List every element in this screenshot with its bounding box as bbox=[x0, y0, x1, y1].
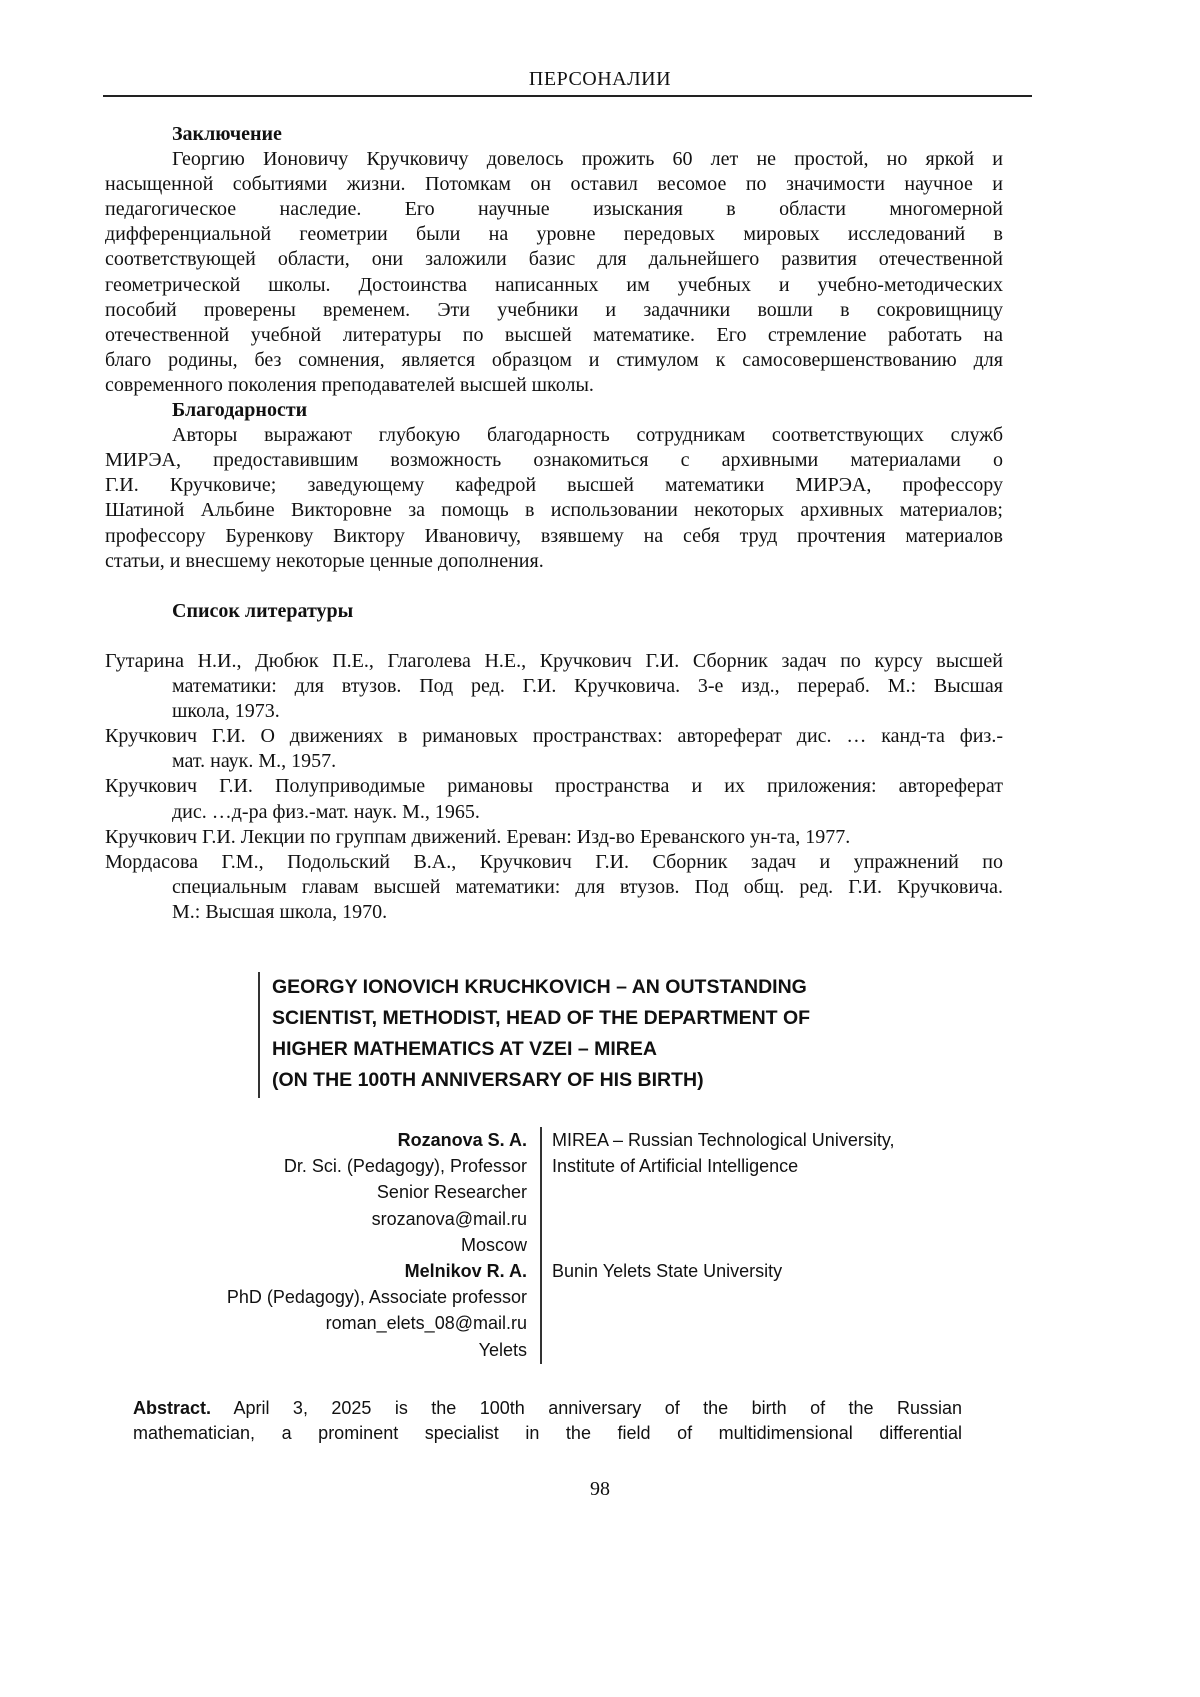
english-title-line: GEORGY IONOVICH KRUCHKOVICH – AN OUTSTANDING bbox=[272, 972, 810, 1003]
paragraph-line: Шатиной Альбине Викторовне за помощь в использовании некоторых архивных материалов; bbox=[105, 498, 1003, 523]
author-name: Melnikov R. A. bbox=[200, 1258, 527, 1284]
abstract-label: Abstract. bbox=[133, 1398, 211, 1418]
paragraph-line: педагогическое наследие. Его научные изыскания в области многомерной bbox=[105, 197, 1003, 222]
paragraph-line: Авторы выражают глубокую благодарность сотрудникам соответствующих служб bbox=[105, 423, 1003, 448]
author-city: Moscow bbox=[200, 1232, 527, 1258]
affiliation-line: Institute of Artificial Intelligence bbox=[552, 1153, 1002, 1179]
reference-line: Кручкович Г.И. Лекции по группам движений. Ереван: Изд-во Ереванского ун-та, 1977. bbox=[105, 825, 1003, 850]
authors-divider bbox=[540, 1127, 542, 1364]
author-email[interactable]: roman_elets_08@mail.ru bbox=[200, 1310, 527, 1336]
section-heading: Список литературы bbox=[105, 599, 1003, 624]
english-title-line: SCIENTIST, METHODIST, HEAD OF THE DEPARTMENT OF bbox=[272, 1003, 810, 1034]
reference-line: Кручкович Г.И. О движениях в римановых пространствах: автореферат дис. … канд-та физ.- bbox=[105, 724, 1003, 749]
paragraph-line: МИРЭА, предоставившим возможность ознакомиться с архивными материалами о bbox=[105, 448, 1003, 473]
author-email[interactable]: srozanova@mail.ru bbox=[200, 1206, 527, 1232]
author-position: Senior Researcher bbox=[200, 1179, 527, 1205]
reference-line: математики: для втузов. Под ред. Г.И. Кручковича. 3-е изд., перераб. М.: Высшая bbox=[105, 674, 1003, 699]
page-number: 98 bbox=[0, 1478, 1200, 1501]
paragraph-line: современного поколения преподавателей высшей школы. bbox=[105, 373, 1003, 398]
author-details bbox=[200, 1127, 527, 1363]
document-page bbox=[0, 0, 1200, 1697]
paragraph-line: Георгию Ионовичу Кручковичу довелось прожить 60 лет не простой, но яркой и bbox=[105, 147, 1003, 172]
paragraph-line: пособий проверены временем. Эти учебники и задачники вошли в сокровищницу bbox=[105, 298, 1003, 323]
paragraph-line: Г.И. Кручковиче; заведующему кафедрой высшей математики МИРЭА, профессору bbox=[105, 473, 1003, 498]
abstract-line: April 3, 2025 is the 100th anniversary of the birth of the Russian bbox=[233, 1398, 962, 1418]
author-affiliations bbox=[552, 1127, 1002, 1284]
reference-line: М.: Высшая школа, 1970. bbox=[105, 900, 1003, 925]
abstract bbox=[133, 1395, 962, 1445]
abstract-line: mathematician, a prominent specialist in the field of multidimensional differential bbox=[133, 1420, 962, 1445]
affiliation-line: MIREA – Russian Technological University, bbox=[552, 1127, 1002, 1153]
paragraph-line: соответствующей области, они заложили базис для дальнейшего развития отечественной bbox=[105, 247, 1003, 272]
author-name: Rozanova S. A. bbox=[200, 1127, 527, 1153]
paragraph-line: профессору Буренкову Виктору Ивановичу, взявшему на себя труд прочтения материалов bbox=[105, 524, 1003, 549]
section-heading: Заключение bbox=[105, 122, 1003, 147]
paragraph-line: дифференциальной геометрии были на уровне передовых мировых исследований в bbox=[105, 222, 1003, 247]
paragraph-line: статьи, и внесшему некоторые ценные дополнения. bbox=[105, 549, 1003, 574]
reference-line: мат. наук. М., 1957. bbox=[105, 749, 1003, 774]
reference-line: Мордасова Г.М., Подольский В.А., Кручкович Г.И. Сборник задач и упражнений по bbox=[105, 850, 1003, 875]
header-rule bbox=[103, 95, 1032, 97]
author-city: Yelets bbox=[200, 1337, 527, 1363]
running-head: ПЕРСОНАЛИИ bbox=[0, 68, 1200, 91]
english-title bbox=[258, 972, 810, 1098]
paragraph-line: отечественной учебной литературы по высшей математике. Его стремление работать на bbox=[105, 323, 1003, 348]
author-degree: PhD (Pedagogy), Associate professor bbox=[200, 1284, 527, 1310]
reference-line: Гутарина Н.И., Дюбюк П.Е., Глаголева Н.Е., Кручкович Г.И. Сборник задач по курсу высшей bbox=[105, 649, 1003, 674]
english-title-line: (ON THE 100TH ANNIVERSARY OF HIS BIRTH) bbox=[272, 1065, 810, 1096]
section-heading: Благодарности bbox=[105, 398, 1003, 423]
reference-line: дис. …д-ра физ.-мат. наук. М., 1965. bbox=[105, 800, 1003, 825]
russian-body bbox=[105, 122, 1003, 925]
author-degree: Dr. Sci. (Pedagogy), Professor bbox=[200, 1153, 527, 1179]
english-title-line: HIGHER MATHEMATICS AT VZEI – MIREA bbox=[272, 1034, 810, 1065]
reference-line: Кручкович Г.И. Полуприводимые римановы пространства и их приложения: автореферат bbox=[105, 774, 1003, 799]
reference-line: специальным главам высшей математики: для втузов. Под общ. ред. Г.И. Кручковича. bbox=[105, 875, 1003, 900]
reference-line: школа, 1973. bbox=[105, 699, 1003, 724]
affiliation-line: Bunin Yelets State University bbox=[552, 1258, 1002, 1284]
paragraph-line: геометрической школы. Достоинства написанных им учебных и учебно-методических bbox=[105, 273, 1003, 298]
paragraph-line: благо родины, без сомнения, является образцом и стимулом к самосовершенствованию для bbox=[105, 348, 1003, 373]
paragraph-line: насыщенной событиями жизни. Потомкам он оставил весомое по значимости научное и bbox=[105, 172, 1003, 197]
